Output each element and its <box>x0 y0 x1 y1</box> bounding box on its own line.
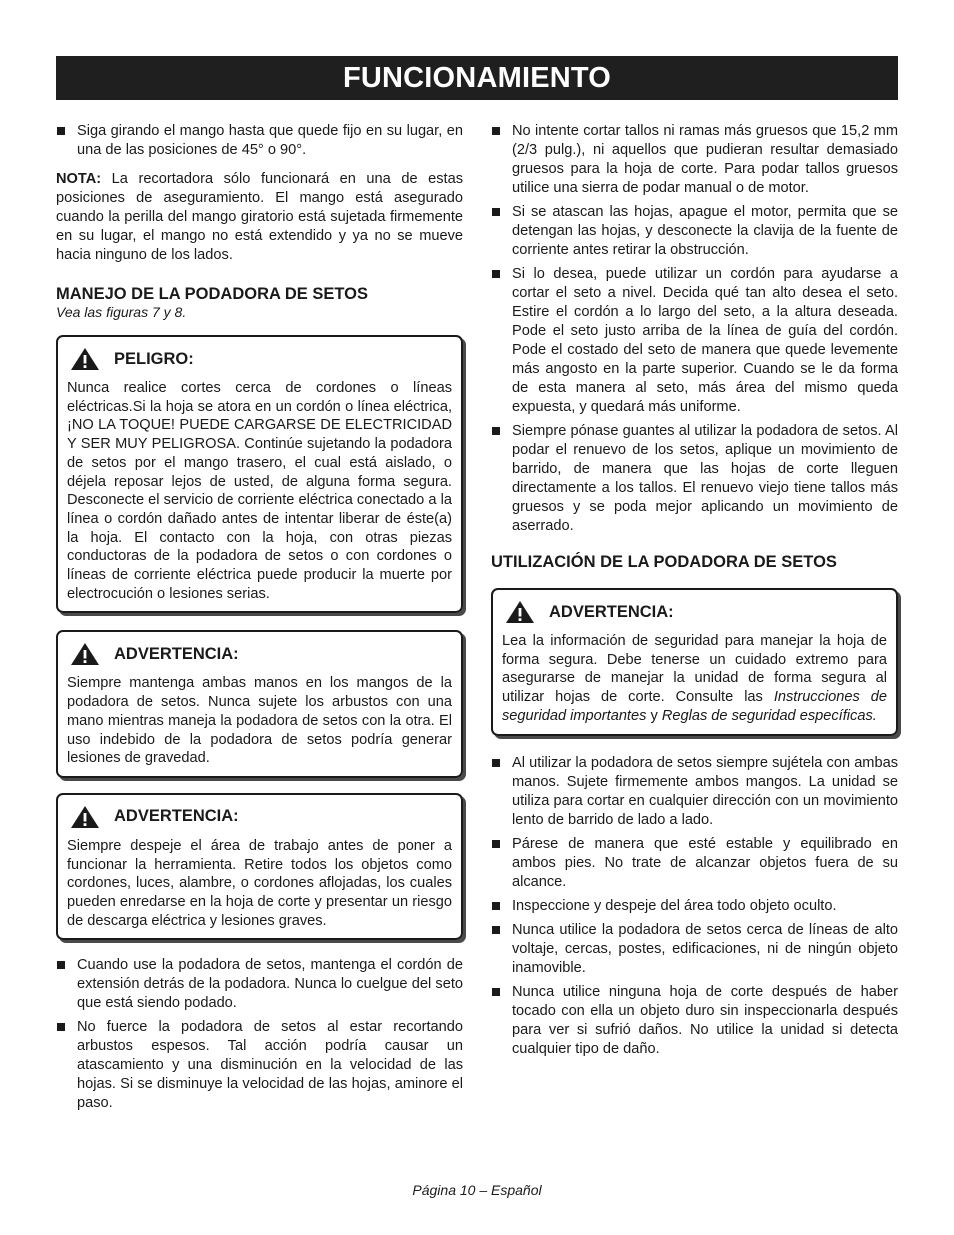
list-item: Al utilizar la podadora de setos siempre sujétela con ambas manos. Sujete firmemente ambos mangos. La unidad se utiliza para cortar en cualquier dirección con un movimiento lento de barrido de lado a lado. <box>491 754 898 830</box>
page-header <box>56 56 898 100</box>
page-footer: Página 10 – Español <box>412 1182 542 1198</box>
reference-title-2: Reglas de seguridad específicas. <box>661 707 877 724</box>
list-item: Si lo desea, puede utilizar un cordón para ayudarse a cortar el seto a nivel. Decida qué tan alto desea el seto. Estire el cordón a lo largo del seto, a la altura deseada. Pode el seto justo arriba de la línea de guía del cordón. Pode el costado del seto de manera que quede levemente más angosto en la parte superior. Cuando se le da forma de esta manera al seto, más área del mismo queda expuesta, y quedará más uniforme. <box>491 265 898 417</box>
warning-triangle-icon <box>505 600 535 624</box>
warning-text-part: y <box>646 707 662 724</box>
section-subtitle: Vea las figuras 7 y 8. <box>56 304 187 320</box>
warning-title: ADVERTENCIA: <box>549 602 674 621</box>
warning-text: Siempre despeje el área de trabajo antes de poner a funcionar la herramienta. Retire todos los objetos como cordones, luces, alambre, o cordones aflojadas, los cuales pueden enredarse en la hoja de corte y presentar un riesgo de descarga eléctrica y lesiones graves. <box>67 837 452 929</box>
note-label: NOTA: <box>56 171 102 187</box>
bullet-list <box>56 956 463 1113</box>
list-item: Cuando use la podadora de setos, mantenga el cordón de extensión detrás de la podadora. Nunca lo cuelgue del seto que está siendo podado. <box>56 956 463 1013</box>
warning-box-3 <box>491 588 898 736</box>
list-item: Siga girando el mango hasta que quede fijo en su lugar, en una de las posiciones de 45° o 90°. <box>56 122 463 160</box>
warning-text <box>502 632 887 726</box>
right-column <box>491 122 898 1064</box>
note-text: La recortadora sólo funcionará en una de estas posiciones de aseguramiento. El mango está asegurado cuando la perilla del mango giratorio está sujetada firmemente en su lugar, el mango no está extendido y ya no se mueve hacia ninguno de los lados. <box>56 171 463 263</box>
warning-text: Siempre mantenga ambas manos en los mangos de la podadora de setos. Nunca sujete los arbustos con una mano mientras maneja la podadora de setos con la otra. El uso indebido de la podadora de setos podría generar lesiones de gravedad. <box>67 675 452 767</box>
page-title: FUNCIONAMIENTO <box>342 61 612 94</box>
list-item: Nunca utilice la podadora de setos cerca de líneas de alto voltaje, cercas, postes, edificaciones, ni de ningún objeto inamovible. <box>491 921 898 978</box>
warning-triangle-icon <box>70 347 100 371</box>
warning-text-part: Lea la información de seguridad para manejar la hoja de forma segura. Debe tenerse un cuidado extremo para asegurarse de manejar la unidad de forma segura al utilizar hojas de corte. Consulte las <box>502 633 887 706</box>
warning-title: ADVERTENCIA: <box>114 644 239 663</box>
warning-title: ADVERTENCIA: <box>114 807 239 826</box>
list-item: Párese de manera que esté estable y equilibrado en ambos pies. No trate de alcanzar objetos fuera de su alcance. <box>491 835 898 892</box>
warning-triangle-icon <box>70 642 100 666</box>
danger-text: Nunca realice cortes cerca de cordones o líneas eléctricas.Si la hoja se atora en un cordón o línea eléctrica, ¡NO LA TOQUE! PUEDE CARGARSE DE ELECTRICIDAD Y SER MUY PELIGROSA. Continúe sujetando la podadora de setos por el mango trasero, el cual está aislado, o déjela reposar lejos de usted, de alguna forma segura. Desconecte el servicio de corriente eléctrica conectado a la línea o cordón dañado antes de intentar liberar de éste(a) la hoja. El contacto con la hoja, con otras piezas conductoras de la podadora de setos o con cordones o líneas de corriente eléctrica puede producir la muerte por electrocución o lesiones serias. <box>67 380 452 602</box>
danger-title: PELIGRO: <box>114 349 194 368</box>
section-title-manejo: MANEJO DE LA PODADORA DE SETOS <box>56 285 369 303</box>
reference-title-1: Instrucciones de seguridad importantes <box>502 689 887 724</box>
list-item: No intente cortar tallos ni ramas más gruesos que 15,2 mm (2/3 pulg.), ni aquellos que pudieran resultar demasiado gruesos para la hoja de corte. Para podar tallos gruesos utilice una sierra de podar manual o de motor. <box>491 122 898 198</box>
list-item: Si se atascan las hojas, apague el motor, permita que se detengan las hojas, y desconecte la clavija de la fuente de corriente antes retirar la obstrucción. <box>491 203 898 260</box>
left-column <box>56 122 463 1118</box>
bullet-list <box>491 754 898 1059</box>
warning-box-2 <box>56 793 463 941</box>
list-item: Nunca utilice ninguna hoja de corte después de haber tocado con ella un objeto duro sin inspeccionarla después para ver si sufrió daños. No utilice la unidad si detecta cualquier tipo de daño. <box>491 983 898 1059</box>
bullet-list <box>56 122 463 160</box>
danger-box <box>56 335 463 613</box>
list-item: Inspeccione y despeje del área todo objeto oculto. <box>491 897 898 916</box>
section-title-utilizacion: UTILIZACIÓN DE LA PODADORA DE SETOS <box>491 553 837 571</box>
warning-box-1 <box>56 630 463 778</box>
list-item: Siempre pónase guantes al utilizar la podadora de setos. Al podar el renuevo de los setos, aplique un movimiento de barrido, de manera que las hojas de corte lleguen directamente a los tallos. El renuevo viejo tiene tallos más gruesos y se poda mejor aplicando un movimiento de aserrado. <box>491 422 898 536</box>
note-paragraph <box>56 170 463 265</box>
bullet-list <box>491 122 898 536</box>
warning-triangle-icon <box>70 805 100 829</box>
list-item: No fuerce la podadora de setos al estar recortando arbustos espesos. Tal acción podría causar un atascamiento y una disminución en la velocidad de las hojas. Si se disminuye la velocidad de las hojas, aminore el paso. <box>56 1018 463 1113</box>
